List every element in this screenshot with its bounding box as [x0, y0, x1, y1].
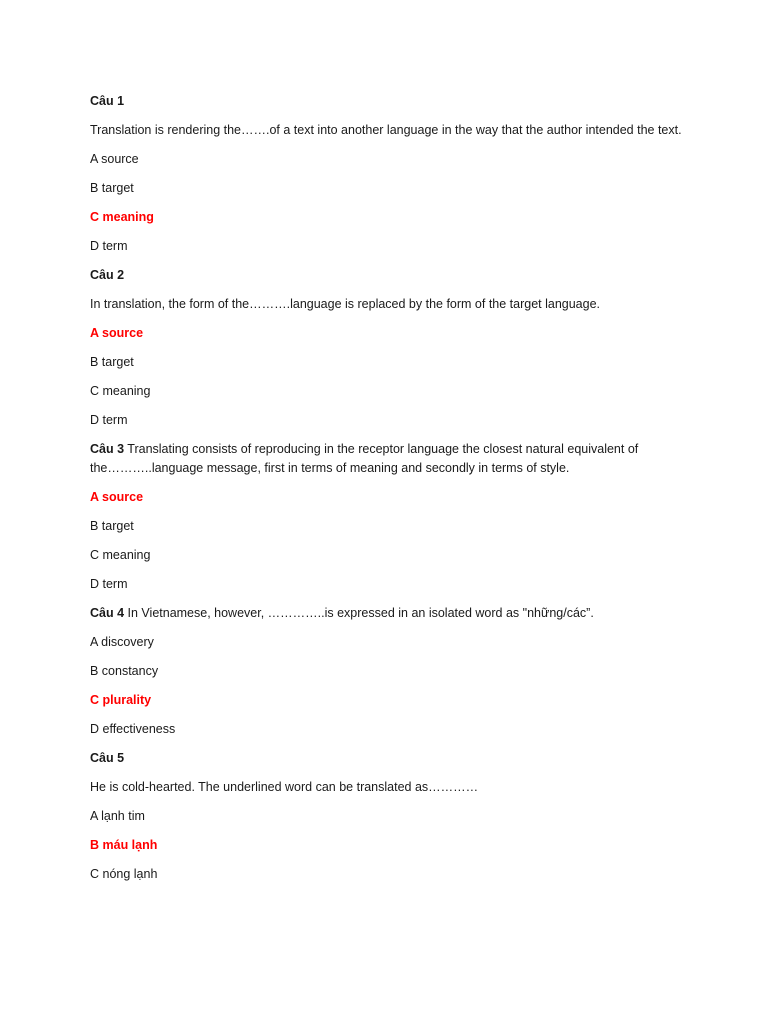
question-2-label: Câu 2 — [90, 268, 125, 282]
question-1-option-c: C meaning — [90, 210, 154, 224]
question-4-option-b: B constancy — [90, 664, 159, 678]
question-2-option-a: A source — [90, 326, 144, 340]
question-5-option-c: C nóng lạnh — [90, 867, 158, 881]
question-5-option-b: B máu lạnh — [90, 838, 158, 852]
question-4 — [90, 604, 690, 623]
question-2-option-c: C meaning — [90, 384, 151, 398]
question-3-text: Translating consists of reproducing in the receptor language the closest natural equivalent of the………..language message, first in terms of meaning and secondly in terms of style. — [90, 442, 639, 475]
question-2-option-b: B target — [90, 355, 134, 369]
question-3 — [90, 440, 690, 478]
question-4-label: Câu 4 — [90, 606, 125, 620]
question-4-option-d: D effectiveness — [90, 722, 176, 736]
question-1-label: Câu 1 — [90, 94, 125, 108]
question-4-text: In Vietnamese, however, …………..is expressed in an isolated word as "những/các”. — [127, 606, 594, 620]
question-5-label: Câu 5 — [90, 751, 125, 765]
question-3-option-d: D term — [90, 577, 128, 591]
question-3-label: Câu 3 — [90, 442, 125, 456]
question-4-option-a: A discovery — [90, 635, 154, 649]
question-5-text: He is cold-hearted. The underlined word can be translated as………… — [90, 780, 479, 794]
question-1-option-a: A source — [90, 152, 139, 166]
question-5-option-a: A lạnh tim — [90, 809, 145, 823]
question-3-option-c: C meaning — [90, 548, 151, 562]
question-3-option-b: B target — [90, 519, 134, 533]
question-1-option-b: B target — [90, 181, 134, 195]
question-2-option-d: D term — [90, 413, 128, 427]
question-4-option-c: C plurality — [90, 693, 152, 707]
question-1-option-d: D term — [90, 239, 128, 253]
document-page — [90, 92, 690, 894]
question-3-option-a: A source — [90, 490, 144, 504]
question-2-text: In translation, the form of the……….language is replaced by the form of the target language. — [90, 297, 601, 311]
question-1-text: Translation is rendering the…….of a text into another language in the way that the author intended the text. — [90, 123, 682, 137]
